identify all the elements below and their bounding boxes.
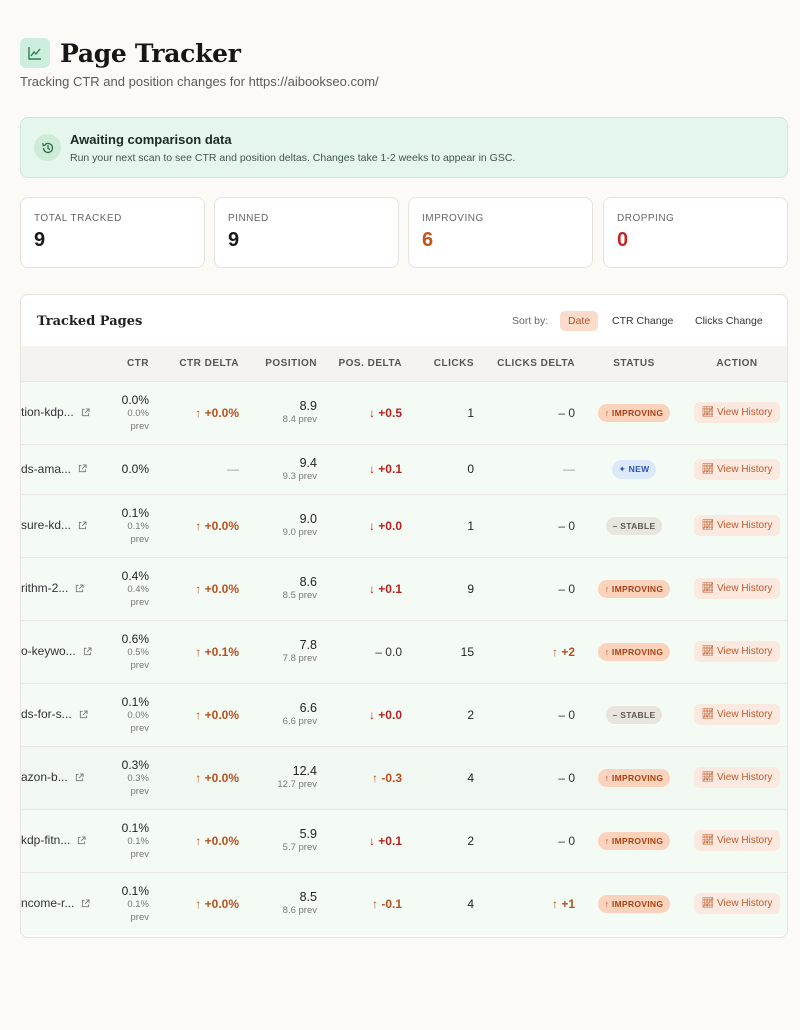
- position-cell: [247, 872, 325, 935]
- position-value: 9.4: [299, 455, 317, 470]
- ctr-value: 0.1%: [121, 505, 149, 520]
- action-cell: [685, 444, 788, 494]
- external-link-icon[interactable]: [81, 897, 90, 911]
- position-prev: 8.5 prev: [282, 590, 317, 601]
- view-history-label: View History: [717, 898, 773, 910]
- clicks-delta-cell: ↑ +1: [482, 872, 583, 935]
- status-badge: ↑ IMPROVING: [598, 832, 671, 850]
- clicks-cell: 9: [410, 557, 482, 620]
- ctr-cell: [101, 494, 157, 557]
- ctr-prev: 0.5%: [127, 646, 149, 658]
- external-link-icon[interactable]: [83, 645, 92, 659]
- page-cell: [21, 381, 101, 444]
- sort-ctr-change-button[interactable]: CTR Change: [612, 315, 674, 327]
- external-link-icon[interactable]: [78, 519, 87, 533]
- clicks-cell: 2: [410, 683, 482, 746]
- page-link[interactable]: azon-b...: [21, 770, 68, 785]
- position-value: 12.4: [292, 764, 317, 778]
- sort-clicks-change-button[interactable]: Clicks Change: [695, 315, 763, 327]
- view-history-button[interactable]: [694, 459, 781, 480]
- table-row: [21, 683, 788, 746]
- position-prev: 8.4 prev: [282, 414, 317, 425]
- view-history-label: View History: [717, 583, 773, 594]
- position-cell: [247, 746, 325, 809]
- status-cell: [583, 809, 685, 872]
- clicks-delta-cell: – 0: [482, 557, 583, 620]
- page-cell: [21, 620, 101, 683]
- status-badge: ↑ IMPROVING: [598, 643, 671, 661]
- external-link-icon[interactable]: [79, 708, 88, 722]
- column-header-page: [21, 346, 101, 381]
- column-header-clicks: CLICKS: [433, 357, 474, 369]
- pos-delta-cell: ↑ -0.1: [325, 872, 410, 935]
- status-badge: ↑ IMPROVING: [598, 580, 671, 598]
- chart-line-icon: 📈︎: [701, 407, 715, 418]
- ctr-delta-cell: ↑ +0.0%: [157, 872, 247, 935]
- status-cell: [583, 683, 685, 746]
- table-row: [21, 444, 788, 494]
- position-value: 8.9: [299, 399, 317, 413]
- position-cell: [247, 557, 325, 620]
- external-link-icon[interactable]: [81, 406, 90, 420]
- chart-line-icon: 📈︎: [701, 646, 715, 657]
- status-cell: [583, 746, 685, 809]
- view-history-label: View History: [717, 463, 773, 475]
- action-cell: [685, 809, 788, 872]
- clicks-delta-cell: – 0: [482, 381, 583, 444]
- action-cell: [685, 746, 788, 809]
- ctr-value: 0.6%: [121, 631, 149, 646]
- ctr-prev: 0.0%: [127, 709, 149, 721]
- clicks-cell: 4: [410, 746, 482, 809]
- page-link[interactable]: kdp-fitn...: [21, 833, 71, 848]
- status-badge: – STABLE: [606, 706, 663, 724]
- action-cell: [685, 872, 788, 935]
- ctr-prev: 0.1%: [127, 898, 149, 910]
- page-cell: [21, 809, 101, 872]
- ctr-delta-cell: —: [157, 444, 247, 494]
- view-history-label: View History: [717, 835, 773, 846]
- tracked-pages-panel: [20, 294, 788, 938]
- stat-label: DROPPING: [617, 213, 675, 224]
- position-prev: 9.0 prev: [282, 527, 317, 538]
- action-cell: [685, 557, 788, 620]
- view-history-label: View History: [717, 407, 773, 418]
- pos-delta-cell: ↑ -0.3: [325, 746, 410, 809]
- column-header-position: POSITION: [265, 357, 317, 369]
- ctr-delta-cell: ↑ +0.0%: [157, 746, 247, 809]
- status-badge: ↑ IMPROVING: [598, 895, 671, 913]
- view-history-label: View History: [717, 772, 773, 783]
- banner-title: Awaiting comparison data: [70, 132, 232, 147]
- view-history-button[interactable]: [694, 641, 781, 662]
- stat-value: 9: [34, 229, 46, 251]
- ctr-prev-suffix: prev: [130, 848, 149, 860]
- position-cell: [247, 809, 325, 872]
- view-history-button[interactable]: [694, 402, 781, 423]
- clicks-cell: 15: [410, 620, 482, 683]
- position-prev: 6.6 prev: [282, 716, 317, 727]
- view-history-button[interactable]: [694, 767, 781, 788]
- column-header-clicks-delta: CLICKS DELTA: [497, 357, 575, 369]
- clicks-delta-cell: – 0: [482, 809, 583, 872]
- ctr-cell: [101, 809, 157, 872]
- ctr-cell: [101, 381, 157, 444]
- status-cell: [583, 381, 685, 444]
- column-header-pos-delta: POS. DELTA: [338, 357, 402, 369]
- action-cell: [685, 381, 788, 444]
- table-row: [21, 746, 788, 809]
- view-history-label: View History: [717, 520, 773, 531]
- stat-label: TOTAL TRACKED: [34, 213, 122, 224]
- position-prev: 8.6 prev: [282, 905, 317, 917]
- tracked-pages-table: [21, 346, 788, 935]
- clicks-cell: 0: [410, 444, 482, 494]
- chart-line-icon: 📈︎: [701, 898, 715, 910]
- position-cell: [247, 381, 325, 444]
- page-link[interactable]: sure-kd...: [21, 518, 72, 533]
- ctr-delta-cell: ↑ +0.1%: [157, 620, 247, 683]
- clicks-cell: 2: [410, 809, 482, 872]
- clicks-delta-cell: – 0: [482, 494, 583, 557]
- view-history-button[interactable]: [694, 893, 781, 914]
- chart-line-icon: [20, 38, 50, 68]
- position-value: 8.5: [299, 890, 317, 905]
- position-cell: [247, 494, 325, 557]
- clicks-cell: 1: [410, 494, 482, 557]
- status-badge: ↑ IMPROVING: [598, 769, 671, 787]
- position-value: 6.6: [299, 701, 317, 715]
- stat-card-pinned: [214, 197, 399, 268]
- chart-line-icon: 📈︎: [701, 709, 715, 720]
- status-cell: [583, 872, 685, 935]
- ctr-delta-cell: ↑ +0.0%: [157, 557, 247, 620]
- page-subtitle: Tracking CTR and position changes for https://aibookseo.com/: [20, 74, 379, 89]
- page-title: Page Tracker: [60, 38, 241, 68]
- stat-label: IMPROVING: [422, 213, 484, 224]
- table-row: [21, 381, 788, 444]
- ctr-value: 0.1%: [121, 883, 149, 898]
- ctr-prev-suffix: prev: [130, 533, 149, 545]
- ctr-value: 0.1%: [121, 820, 149, 835]
- ctr-prev: 0.4%: [127, 583, 149, 595]
- ctr-value: 0.0%: [121, 462, 149, 476]
- page-cell: [21, 444, 101, 494]
- sort-label: Sort by:: [512, 315, 549, 327]
- clicks-delta-cell: – 0: [482, 746, 583, 809]
- chart-line-icon: 📈︎: [701, 772, 715, 783]
- chart-line-icon: 📈︎: [701, 520, 715, 531]
- column-header-ctr-delta: CTR DELTA: [179, 357, 239, 369]
- ctr-prev: 0.0%: [127, 407, 149, 419]
- table-row: [21, 809, 788, 872]
- ctr-prev: 0.3%: [127, 772, 149, 784]
- ctr-prev-suffix: prev: [130, 911, 149, 923]
- page-cell: [21, 872, 101, 935]
- clicks-delta-cell: – 0: [482, 683, 583, 746]
- table-header-row: [21, 346, 788, 381]
- pos-delta-cell: ↓ +0.1: [325, 809, 410, 872]
- position-prev: 5.7 prev: [282, 842, 317, 853]
- ctr-cell: [101, 557, 157, 620]
- view-history-button[interactable]: [694, 515, 781, 536]
- view-history-button[interactable]: [694, 578, 781, 599]
- sort-date-button[interactable]: Date: [560, 311, 598, 331]
- stat-value: 9: [228, 229, 240, 251]
- chart-line-icon: 📈︎: [701, 463, 715, 475]
- view-history-label: View History: [717, 709, 773, 720]
- table-row: [21, 494, 788, 557]
- clicks-cell: 1: [410, 381, 482, 444]
- pos-delta-cell: ↓ +0.0: [325, 683, 410, 746]
- stat-card-total-tracked: [20, 197, 205, 268]
- position-value: 8.6: [299, 575, 317, 589]
- column-header-ctr: CTR: [126, 357, 149, 369]
- clicks-delta-cell: —: [482, 444, 583, 494]
- pos-delta-cell: ↓ +0.5: [325, 381, 410, 444]
- stat-card-dropping: [603, 197, 788, 268]
- pos-delta-cell: ↓ +0.1: [325, 444, 410, 494]
- page-link[interactable]: ds-ama...: [21, 461, 72, 476]
- ctr-prev-suffix: prev: [130, 420, 149, 432]
- position-value: 5.9: [299, 827, 317, 841]
- clicks-delta-cell: ↑ +2: [482, 620, 583, 683]
- external-link-icon[interactable]: [75, 582, 84, 596]
- ctr-cell: [101, 746, 157, 809]
- position-cell: [247, 620, 325, 683]
- external-link-icon[interactable]: [75, 771, 84, 785]
- table-row: [21, 557, 788, 620]
- column-header-action: ACTION: [716, 357, 758, 369]
- page-link[interactable]: tion-kdp...: [21, 405, 74, 420]
- position-cell: [247, 444, 325, 494]
- pos-delta-cell: ↓ +0.0: [325, 494, 410, 557]
- table-row: [21, 620, 788, 683]
- status-badge: – STABLE: [606, 517, 663, 535]
- external-link-icon[interactable]: [77, 834, 86, 848]
- stat-card-improving: [408, 197, 593, 268]
- page-cell: [21, 494, 101, 557]
- ctr-cell: [101, 620, 157, 683]
- chart-line-icon: 📈︎: [701, 583, 715, 594]
- ctr-delta-cell: ↑ +0.0%: [157, 494, 247, 557]
- position-prev: 12.7 prev: [277, 779, 317, 790]
- page-cell: [21, 746, 101, 809]
- banner-text: Run your next scan to see CTR and position deltas. Changes take 1-2 weeks to appear in GSC.: [70, 152, 516, 164]
- page-link[interactable]: ds-for-s...: [21, 707, 72, 722]
- external-link-icon[interactable]: [78, 462, 87, 476]
- view-history-label: View History: [717, 646, 773, 657]
- pos-delta-cell: ↓ +0.1: [325, 557, 410, 620]
- page-link[interactable]: ncome-r...: [21, 896, 75, 911]
- status-cell: [583, 494, 685, 557]
- ctr-value: 0.4%: [121, 568, 149, 583]
- action-cell: [685, 620, 788, 683]
- ctr-prev-suffix: prev: [130, 722, 149, 734]
- view-history-button[interactable]: [694, 830, 781, 851]
- ctr-cell: [101, 444, 157, 494]
- action-cell: [685, 683, 788, 746]
- ctr-cell: [101, 872, 157, 935]
- view-history-button[interactable]: [694, 704, 781, 725]
- ctr-value: 0.3%: [121, 757, 149, 772]
- ctr-delta-cell: ↑ +0.0%: [157, 381, 247, 444]
- table-row: [21, 872, 788, 935]
- ctr-prev-suffix: prev: [130, 659, 149, 671]
- stat-label: PINNED: [228, 213, 269, 224]
- status-cell: [583, 620, 685, 683]
- pos-delta-cell: – 0.0: [325, 620, 410, 683]
- ctr-delta-cell: ↑ +0.0%: [157, 683, 247, 746]
- ctr-prev: 0.1%: [127, 835, 149, 847]
- ctr-cell: [101, 683, 157, 746]
- status-cell: [583, 444, 685, 494]
- page-cell: [21, 683, 101, 746]
- stat-value: 6: [422, 229, 434, 251]
- page-link[interactable]: rithm-2...: [21, 581, 69, 596]
- column-header-status: STATUS: [613, 357, 655, 369]
- ctr-prev-suffix: prev: [130, 785, 149, 797]
- position-cell: [247, 683, 325, 746]
- chart-line-icon: 📈︎: [701, 835, 715, 846]
- history-icon: [34, 134, 61, 161]
- info-banner: [20, 117, 788, 178]
- stat-value: 0: [617, 229, 629, 251]
- position-prev: 7.8 prev: [282, 653, 317, 664]
- position-value: 9.0: [299, 512, 317, 526]
- ctr-value: 0.1%: [121, 694, 149, 709]
- status-badge: ↑ IMPROVING: [598, 404, 671, 422]
- ctr-prev: 0.1%: [127, 520, 149, 532]
- status-cell: [583, 557, 685, 620]
- action-cell: [685, 494, 788, 557]
- page-link[interactable]: o-keywo...: [21, 644, 76, 659]
- position-prev: 9.3 prev: [282, 470, 317, 482]
- ctr-prev-suffix: prev: [130, 596, 149, 608]
- status-badge: ✦ NEW: [612, 460, 657, 479]
- ctr-delta-cell: ↑ +0.0%: [157, 809, 247, 872]
- page-cell: [21, 557, 101, 620]
- clicks-cell: 4: [410, 872, 482, 935]
- panel-title: Tracked Pages: [37, 314, 143, 329]
- ctr-value: 0.0%: [121, 392, 149, 407]
- page-header: [20, 38, 241, 68]
- position-value: 7.8: [299, 638, 317, 652]
